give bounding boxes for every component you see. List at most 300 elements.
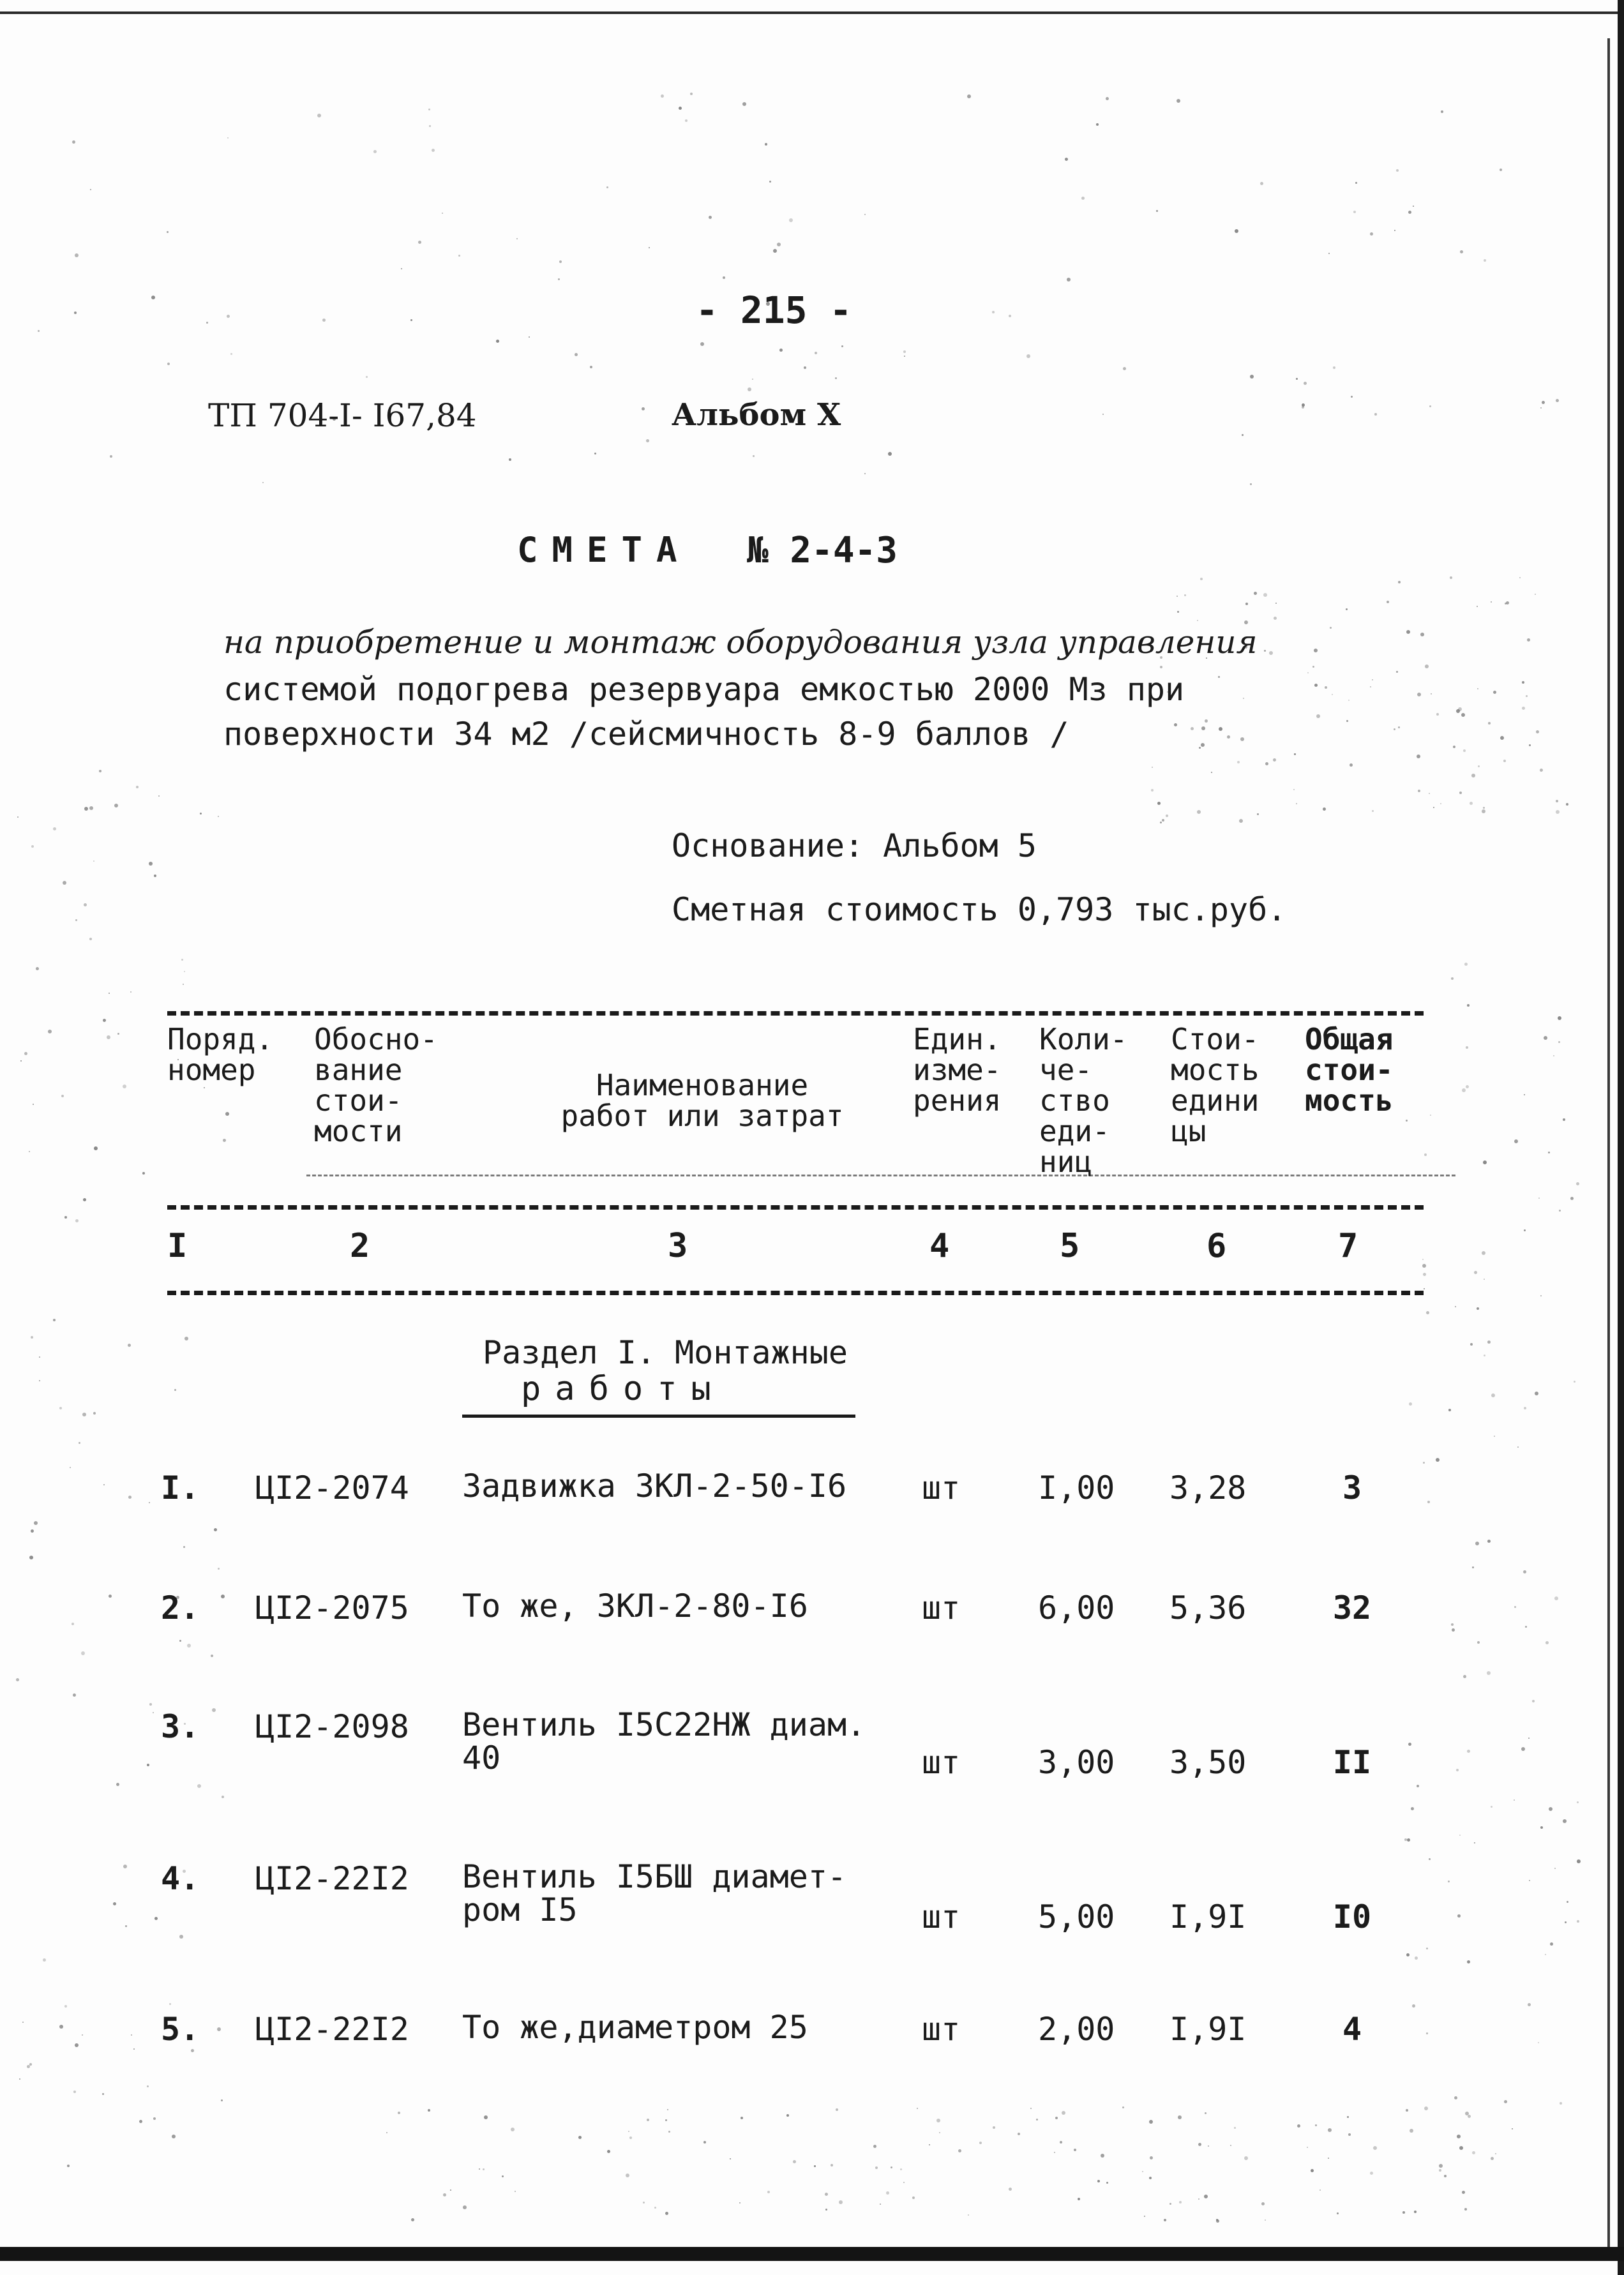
scan-speck: [1426, 1948, 1428, 1949]
scan-speck: [73, 2091, 76, 2093]
row-unit: шт: [922, 2011, 961, 2048]
scan-speck: [225, 1112, 229, 1116]
row-number: 5.: [161, 2011, 200, 2048]
scan-speck: [147, 2085, 149, 2087]
scan-speck: [1467, 1960, 1470, 1963]
scan-speck: [75, 253, 79, 257]
scan-speck: [1514, 1799, 1515, 1801]
scan-speck: [24, 1052, 27, 1055]
scan-speck: [703, 2141, 706, 2144]
scan-speck: [1150, 2156, 1153, 2159]
scan-speck: [82, 1413, 86, 1416]
scan-speck: [29, 1556, 33, 1559]
scan-speck: [1372, 810, 1374, 812]
table-rule-top: [167, 1011, 1424, 1016]
scan-speck: [1474, 1271, 1477, 1274]
row-code: ЦI2-22I2: [255, 2011, 409, 2048]
scan-speck: [880, 2204, 881, 2205]
scan-speck: [200, 813, 202, 815]
scan-speck: [1466, 1046, 1468, 1049]
scan-speck: [197, 1784, 201, 1788]
scan-speck: [139, 2120, 142, 2123]
scan-speck: [1556, 399, 1559, 402]
scan-speck: [1463, 1675, 1466, 1678]
scan-speck: [1477, 606, 1478, 607]
scan-speck: [1423, 1462, 1425, 1464]
scan-speck: [1406, 2109, 1408, 2112]
scan-speck: [1350, 763, 1353, 767]
scan-speck: [1237, 761, 1240, 763]
column-number: 5: [1060, 1227, 1080, 1265]
scan-speck: [103, 1019, 106, 1022]
scan-speck: [136, 786, 139, 788]
scan-speck: [1574, 1381, 1575, 1383]
scan-speck: [1429, 405, 1431, 407]
scan-speck: [741, 2117, 743, 2119]
scan-speck: [1487, 1540, 1491, 1543]
scan-speck: [578, 2136, 582, 2139]
scan-speck: [1542, 401, 1545, 404]
scan-speck: [1410, 2129, 1413, 2133]
scan-speck: [1152, 767, 1153, 768]
scan-speck: [1538, 1198, 1540, 1199]
scan-speck: [114, 804, 118, 807]
scan-speck: [36, 967, 39, 970]
scan-speck: [1123, 367, 1126, 370]
scan-speck: [765, 143, 767, 146]
scan-speck: [1396, 671, 1398, 673]
scan-speck: [1505, 603, 1507, 604]
scan-speck: [516, 238, 518, 239]
scan-speck: [1517, 1446, 1519, 1448]
scan-speck: [429, 125, 431, 127]
subject-line: на приобретение и монтаж оборудования узла управления: [223, 624, 1258, 661]
scan-speck: [825, 2209, 827, 2211]
scan-speck: [179, 1935, 183, 1939]
scan-speck: [1523, 1570, 1526, 1573]
scan-speck: [647, 2119, 649, 2121]
scan-speck: [366, 376, 368, 378]
scan-speck: [1570, 1197, 1574, 1200]
scan-speck: [211, 1655, 213, 1657]
scan-speck: [479, 2168, 480, 2170]
scan-speck: [1470, 1343, 1473, 1346]
scan-speck: [1424, 1153, 1427, 1156]
scan-speck: [1265, 762, 1268, 765]
scan-speck: [685, 119, 688, 122]
scan-speck: [1205, 2112, 1207, 2114]
subject-line: системой подогрева резервуара емкостью 2000 Мз при: [223, 671, 1185, 708]
scan-speck: [992, 311, 995, 313]
row-unit-cost: 3,50: [1169, 1744, 1247, 1781]
scan-speck: [1514, 1139, 1518, 1143]
column-number: 6: [1207, 1227, 1227, 1265]
scan-speck: [1558, 1041, 1560, 1043]
scan-speck: [1470, 802, 1473, 805]
scan-speck: [1436, 713, 1439, 716]
scan-speck: [968, 2214, 969, 2216]
scan-speck: [117, 1033, 119, 1035]
scan-speck: [1407, 1838, 1410, 1842]
scan-speck: [1348, 700, 1350, 701]
scan-speck: [93, 1412, 96, 1415]
scan-speck: [1406, 1120, 1408, 1122]
scan-speck: [1462, 1088, 1466, 1092]
scan-speck: [59, 1407, 62, 1409]
column-number: 2: [350, 1227, 370, 1265]
scan-speck: [1544, 1036, 1547, 1040]
scan-speck: [64, 2005, 67, 2008]
row-quantity: 2,00: [1038, 2011, 1115, 2048]
scan-speck: [1536, 730, 1539, 733]
scan-speck: [1234, 2127, 1236, 2129]
row-quantity: 6,00: [1038, 1589, 1115, 1626]
scan-speck: [1549, 1807, 1553, 1811]
scan-speck: [125, 1925, 127, 1927]
scan-speck: [1540, 1826, 1543, 1829]
scan-speck: [1504, 2100, 1507, 2103]
scan-speck: [723, 276, 725, 279]
row-unit: шт: [922, 1589, 961, 1626]
scan-speck: [1488, 722, 1491, 725]
row-number: 4.: [161, 1860, 200, 1897]
scan-speck: [1328, 2158, 1329, 2159]
table-row: [0, 1706, 1624, 1781]
scan-speck: [458, 255, 460, 257]
scan-speck: [1461, 713, 1465, 717]
scan-speck: [864, 214, 866, 215]
album-label: Альбом X: [672, 397, 841, 433]
scan-speck: [590, 366, 592, 368]
scan-speck: [1106, 2182, 1108, 2184]
scan-speck: [1563, 1819, 1567, 1823]
scan-speck: [1261, 2202, 1265, 2205]
scan-speck: [1553, 1055, 1554, 1056]
scan-speck: [1424, 1288, 1425, 1289]
scan-speck: [1431, 693, 1432, 695]
column-header-quantity: Коли- че- ство еди- ниц: [1039, 1022, 1128, 1179]
scan-speck: [1230, 2145, 1231, 2146]
scan-speck: [1312, 666, 1314, 668]
scan-speck: [1328, 2128, 1332, 2132]
scan-speck: [1204, 2195, 1208, 2198]
scan-speck: [1540, 407, 1542, 409]
scan-speck: [1522, 681, 1524, 684]
scan-speck: [1164, 2219, 1166, 2221]
scan-speck: [831, 2164, 833, 2166]
scan-speck: [1472, 1566, 1474, 1568]
scan-speck: [90, 189, 91, 190]
scan-speck: [730, 2158, 731, 2159]
scan-speck: [1560, 2102, 1562, 2105]
scan-speck: [1493, 691, 1496, 694]
column-header-unit-cost: Стои- мость едини цы: [1171, 1022, 1259, 1148]
scan-speck: [1532, 1700, 1535, 1702]
scan-speck: [891, 2166, 892, 2168]
scan-speck: [936, 2119, 940, 2122]
scan-speck: [39, 1356, 40, 1358]
scan-speck: [1102, 414, 1104, 415]
scan-speck: [1355, 182, 1357, 184]
scan-speck: [1370, 232, 1373, 236]
scan-speck: [1535, 594, 1536, 595]
scan-speck: [665, 2119, 667, 2121]
row-total: I0: [1332, 1898, 1372, 1935]
scan-speck: [218, 1568, 220, 1570]
scan-speck: [53, 1319, 56, 1321]
scan-speck: [804, 366, 806, 369]
scan-speck: [1426, 1311, 1429, 1314]
scan-speck: [61, 1095, 64, 1097]
scan-speck: [39, 1380, 40, 1381]
scan-speck: [1315, 2124, 1317, 2126]
scan-speck: [153, 2117, 156, 2120]
scan-speck: [958, 2149, 961, 2152]
scan-speck: [1097, 2180, 1100, 2182]
row-unit-cost: 3,28: [1169, 1469, 1247, 1506]
scan-speck: [1373, 2146, 1377, 2150]
scan-speck: [1311, 2169, 1314, 2172]
scan-edge-top: [0, 11, 1624, 14]
scan-speck: [739, 2202, 741, 2204]
scan-speck: [667, 2109, 668, 2110]
scan-speck: [661, 94, 664, 98]
scan-speck: [1439, 2169, 1441, 2172]
scan-speck: [1448, 1409, 1451, 1411]
scan-speck: [1500, 736, 1504, 740]
scan-speck: [1062, 2111, 1065, 2115]
scan-speck: [1491, 2157, 1494, 2160]
scan-speck: [109, 993, 110, 994]
scan-speck: [1157, 802, 1161, 805]
scan-speck: [1394, 728, 1395, 730]
table-row: [0, 1858, 1624, 1935]
row-name: То же, ЗКЛ-2-80-I6: [462, 1588, 808, 1625]
column-number: 7: [1338, 1227, 1358, 1265]
scan-speck: [221, 2099, 223, 2101]
scan-speck: [75, 919, 77, 921]
scan-speck: [559, 260, 562, 263]
scan-speck: [411, 2218, 414, 2221]
scan-speck: [67, 2165, 70, 2167]
scan-speck: [515, 2191, 516, 2192]
scan-speck: [1529, 744, 1531, 746]
scan-speck: [428, 2109, 430, 2112]
scan-speck: [1477, 688, 1478, 689]
scan-speck: [1239, 819, 1243, 823]
scan-speck: [110, 455, 112, 458]
row-unit-cost: 5,36: [1169, 1589, 1247, 1626]
scan-speck: [1524, 1407, 1526, 1409]
scan-speck: [1257, 813, 1259, 815]
scan-speck: [1198, 2143, 1201, 2146]
scan-speck: [700, 342, 704, 346]
scan-speck: [1420, 633, 1424, 636]
scan-speck: [322, 319, 326, 322]
scan-speck: [1402, 2211, 1405, 2214]
scan-speck: [128, 1344, 131, 1347]
scan-speck: [1459, 1835, 1461, 1836]
scan-speck: [1169, 2203, 1171, 2205]
scan-speck: [1036, 2119, 1038, 2121]
scan-speck: [1563, 1118, 1565, 1121]
column-number: 3: [668, 1227, 688, 1265]
scan-speck: [1540, 769, 1543, 772]
scan-speck: [1483, 807, 1485, 809]
scan-speck: [1250, 375, 1254, 379]
scan-speck: [654, 2207, 656, 2209]
scan-speck: [558, 278, 560, 280]
column-header-justification: Обосно- вание стои- мости: [314, 1022, 438, 1148]
scan-speck: [16, 1678, 19, 1681]
scan-speck: [230, 353, 232, 355]
scan-speck: [20, 1060, 22, 1062]
scan-speck: [1441, 110, 1443, 113]
scan-speck: [1460, 250, 1463, 253]
scan-speck: [64, 1216, 67, 1219]
scan-speck: [1451, 977, 1454, 980]
scan-speck: [753, 455, 755, 457]
scan-speck: [679, 107, 682, 110]
scan-speck: [1162, 819, 1164, 822]
scan-speck: [1250, 483, 1252, 485]
scan-speck: [1482, 809, 1485, 813]
scan-speck: [1297, 2124, 1300, 2128]
scan-speck: [1149, 2177, 1152, 2179]
scan-speck: [1106, 97, 1109, 100]
scan-speck: [1387, 601, 1389, 603]
table-rule-header: [167, 1205, 1424, 1210]
scan-speck: [1422, 1264, 1426, 1268]
column-header-order-number: Поряд. номер: [167, 1022, 274, 1087]
scan-speck: [1444, 2175, 1447, 2177]
scan-speck: [89, 938, 92, 940]
scan-edge-right: [1618, 0, 1624, 2275]
scan-speck: [752, 379, 753, 380]
scan-speck: [628, 2131, 629, 2132]
scan-speck: [1067, 278, 1071, 282]
column-number: 4: [929, 1227, 950, 1265]
scan-speck: [1406, 630, 1410, 634]
scan-speck: [779, 349, 783, 352]
scan-speck: [183, 1546, 185, 1548]
scan-speck: [1030, 2108, 1032, 2109]
scan-speck: [1487, 1340, 1491, 1344]
scan-speck: [1330, 627, 1332, 629]
scan-speck: [773, 249, 777, 253]
scan-speck: [1425, 664, 1429, 668]
row-number: 3.: [161, 1708, 200, 1745]
table-row: [0, 1469, 1624, 1533]
scan-speck: [1484, 1355, 1485, 1356]
scan-speck: [888, 452, 892, 456]
scan-speck: [748, 387, 751, 391]
scan-speck: [1245, 603, 1248, 605]
row-name: Вентиль I5БШ диамет- ром I5: [462, 1858, 847, 1928]
scan-speck: [1528, 2003, 1531, 2006]
scan-speck: [1337, 2212, 1339, 2214]
scan-speck: [1577, 1801, 1579, 1803]
scan-speck: [1478, 765, 1480, 767]
scan-speck: [17, 816, 19, 818]
scan-speck: [43, 1958, 46, 1962]
scan-speck: [450, 2189, 451, 2191]
scan-speck: [317, 114, 321, 117]
row-code: ЦI2-2098: [255, 1708, 409, 1745]
scan-speck: [1314, 649, 1318, 652]
scan-speck: [1265, 2219, 1266, 2221]
scan-speck: [767, 2191, 770, 2193]
scan-speck: [642, 407, 645, 410]
row-number: 2.: [161, 1589, 200, 1626]
scan-speck: [1440, 803, 1441, 804]
scan-speck: [1346, 720, 1348, 722]
page-number: - 215 -: [696, 289, 852, 332]
scan-speck: [1370, 686, 1371, 687]
row-name: Вентиль I5С22НЖ диам. 40: [462, 1706, 866, 1776]
scan-speck: [184, 1337, 188, 1340]
scan-speck: [373, 150, 377, 153]
scan-speck: [903, 350, 906, 353]
scan-speck: [1178, 2115, 1182, 2119]
scan-speck: [31, 845, 34, 848]
scan-speck: [1409, 1402, 1412, 1406]
scan-speck: [1320, 2189, 1321, 2191]
scan-speck: [709, 216, 712, 219]
scan-speck: [31, 1336, 33, 1339]
scan-speck: [1370, 2172, 1373, 2175]
scan-speck: [149, 1703, 152, 1706]
scan-speck: [84, 807, 88, 811]
scan-speck: [626, 2174, 629, 2177]
scan-speck: [181, 959, 183, 961]
section-underline: [462, 1415, 855, 1418]
scan-speck: [1483, 1160, 1487, 1164]
scan-speck: [1060, 2141, 1062, 2144]
scan-speck: [1450, 576, 1452, 579]
scan-speck: [1429, 793, 1430, 794]
scan-speck: [102, 2093, 104, 2095]
document-code: ТП 704-I- I67,84: [208, 397, 477, 434]
scan-speck: [1519, 577, 1521, 578]
scan-speck: [1009, 2188, 1012, 2191]
scan-speck: [979, 2142, 982, 2144]
scan-speck: [443, 2193, 446, 2196]
scan-speck: [94, 1146, 98, 1150]
scan-speck: [1411, 1807, 1414, 1810]
scan-speck: [1351, 396, 1353, 398]
scan-speck: [929, 2144, 930, 2145]
scan-speck: [1548, 1152, 1550, 1153]
scan-speck: [1482, 1251, 1485, 1255]
scan-speck: [1454, 2096, 1457, 2099]
column-header-total-cost: Общая стои- мость: [1305, 1022, 1394, 1118]
scan-speck: [1078, 2198, 1080, 2200]
scan-speck: [48, 1030, 52, 1033]
scan-speck: [1081, 197, 1085, 200]
scan-speck: [993, 2126, 995, 2129]
scan-speck: [1474, 1842, 1475, 1843]
scan-speck: [835, 377, 837, 379]
scan-speck: [814, 2165, 816, 2167]
scan-speck: [93, 860, 94, 862]
scan-speck: [1273, 758, 1276, 762]
scan-speck: [206, 322, 208, 324]
scan-speck: [1348, 2133, 1351, 2136]
scan-speck: [900, 2168, 902, 2170]
scan-speck: [1263, 593, 1267, 597]
scan-speck: [502, 2175, 504, 2177]
